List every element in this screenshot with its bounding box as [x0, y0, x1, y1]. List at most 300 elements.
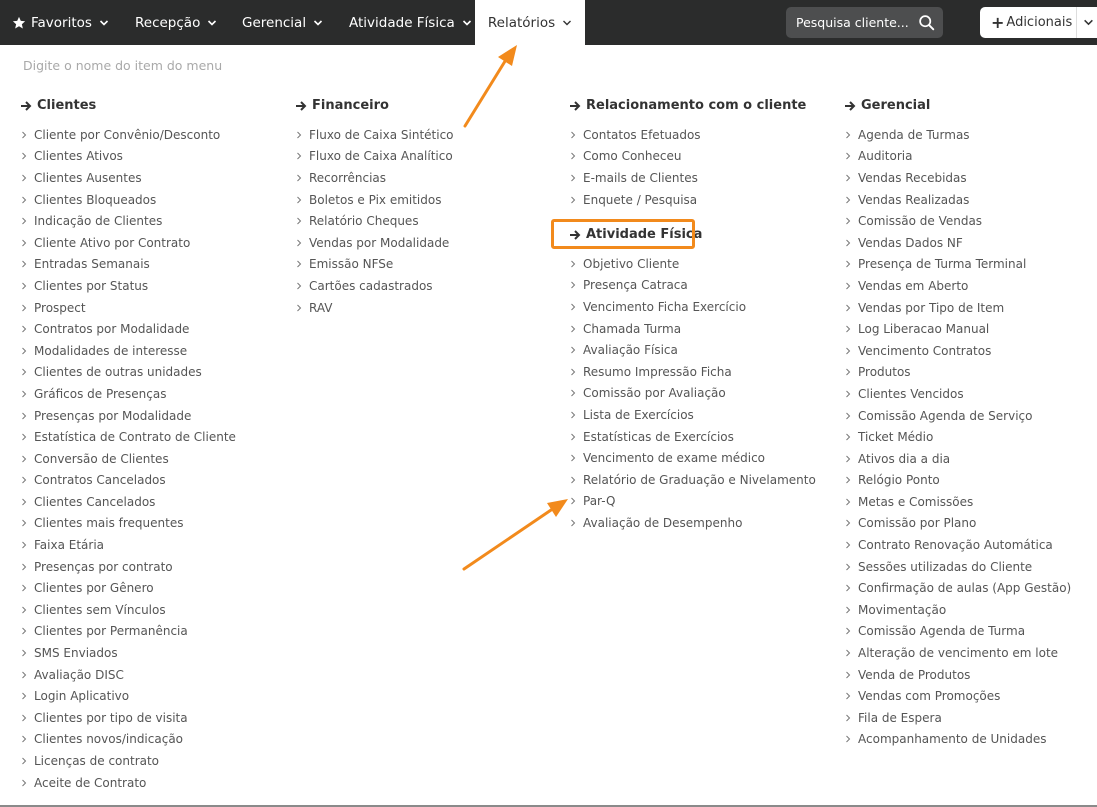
nav-relatorios-label: Relatórios — [487, 14, 556, 31]
menu-item[interactable] — [20, 599, 236, 621]
menu-item[interactable] — [569, 383, 816, 405]
menu-item[interactable] — [20, 275, 236, 297]
menu-item[interactable] — [569, 146, 701, 168]
chevron-right-icon — [569, 174, 577, 182]
menu-item-label: Comissão por Avaliação — [583, 386, 726, 401]
menu-item-label: Gráficos de Presenças — [34, 386, 167, 401]
menu-item[interactable] — [569, 404, 816, 426]
menu-item[interactable] — [844, 189, 1071, 211]
chevron-right-icon — [295, 282, 303, 290]
menu-item-label: Clientes Vencidos — [858, 386, 964, 401]
menu-item-label: Comissão Agenda de Turma — [858, 624, 1026, 639]
chevron-right-icon — [844, 671, 852, 679]
menu-item-label: Metas e Comissões — [858, 494, 974, 509]
menu-item[interactable] — [844, 297, 1071, 319]
chevron-right-icon — [569, 454, 577, 462]
star-icon — [12, 16, 26, 30]
nav-gerencial[interactable] — [242, 0, 323, 45]
menu-item[interactable] — [844, 556, 1071, 578]
chevron-right-icon — [295, 217, 303, 225]
menu-item[interactable] — [20, 707, 236, 729]
chevron-right-icon — [569, 368, 577, 376]
menu-item-label: Comissão por Plano — [858, 516, 977, 531]
menu-item-label: Relatório Cheques — [309, 214, 419, 229]
menu-item[interactable] — [844, 146, 1071, 168]
chevron-down-icon[interactable] — [1083, 17, 1094, 28]
chevron-right-icon — [844, 347, 852, 355]
chevron-right-icon — [295, 196, 303, 204]
menu-item-label: Relatório de Graduação e Nivelamento — [583, 472, 816, 487]
chevron-right-icon — [20, 368, 28, 376]
menu-item[interactable] — [20, 297, 236, 319]
menu-item[interactable] — [569, 189, 701, 211]
menu-item[interactable] — [20, 556, 236, 578]
menu-item-label: Chamada Turma — [583, 321, 682, 336]
chevron-right-icon — [844, 412, 852, 420]
menu-item[interactable] — [569, 469, 816, 491]
chevron-right-icon — [20, 304, 28, 312]
menu-item-label: Vendas por Tipo de Item — [858, 300, 1005, 315]
menu-item[interactable] — [569, 124, 701, 146]
chevron-right-icon — [20, 217, 28, 225]
menu-item[interactable] — [844, 254, 1071, 276]
chevron-right-icon — [844, 282, 852, 290]
chevron-right-icon — [20, 282, 28, 290]
menu-item[interactable] — [20, 383, 236, 405]
menu-item-label: Clientes por tipo de visita — [34, 710, 188, 725]
chevron-right-icon — [569, 433, 577, 441]
chevron-right-icon — [844, 152, 852, 160]
menu-item[interactable] — [295, 167, 454, 189]
menu-item[interactable] — [844, 729, 1071, 751]
menu-item-label: Clientes de outras unidades — [34, 365, 202, 380]
menu-item-label: Emissão NFSe — [309, 257, 394, 272]
menu-item[interactable] — [844, 210, 1071, 232]
menu-item-label: Clientes Ativos — [34, 149, 123, 164]
search-client-input[interactable] — [786, 7, 943, 38]
menu-item-label: Fluxo de Caixa Sintético — [309, 127, 454, 142]
arrow-right-icon — [20, 100, 32, 112]
nav-recepcao-label: Recepção — [135, 14, 201, 31]
chevron-down-icon — [313, 18, 323, 28]
menu-item-label: Comissão de Vendas — [858, 214, 983, 229]
menu-item-label: Fluxo de Caixa Analítico — [309, 149, 453, 164]
menu-item-label: Vencimento de exame médico — [583, 451, 766, 466]
chevron-right-icon — [20, 131, 28, 139]
chevron-right-icon — [20, 584, 28, 592]
chevron-right-icon — [844, 735, 852, 743]
menu-item[interactable] — [20, 124, 236, 146]
chevron-right-icon — [569, 497, 577, 505]
chevron-down-icon — [562, 18, 572, 28]
chevron-right-icon — [20, 563, 28, 571]
menu-item[interactable] — [844, 664, 1071, 686]
chevron-right-icon — [20, 627, 28, 635]
menu-item-label: Clientes por Status — [34, 278, 149, 293]
menu-item[interactable] — [20, 513, 236, 535]
menu-item-label: Faixa Etária — [34, 538, 105, 553]
menu-item[interactable] — [844, 167, 1071, 189]
nav-recepcao[interactable] — [135, 0, 217, 45]
menu-item[interactable] — [569, 447, 816, 469]
menu-item[interactable] — [844, 577, 1071, 599]
chevron-right-icon — [569, 196, 577, 204]
chevron-right-icon — [569, 476, 577, 484]
chevron-right-icon — [20, 671, 28, 679]
menu-item-label: Clientes mais frequentes — [34, 516, 184, 531]
annotation-arrow-top-head — [498, 45, 517, 66]
chevron-right-icon — [569, 152, 577, 160]
chevron-right-icon — [295, 304, 303, 312]
menu-item[interactable] — [20, 146, 236, 168]
chevron-right-icon — [20, 757, 28, 765]
menu-item-label: Ticket Médio — [858, 430, 934, 445]
menu-item[interactable] — [20, 491, 236, 513]
menu-item[interactable] — [295, 124, 454, 146]
section-relacionamento-title: Relacionamento com o cliente — [586, 98, 807, 113]
top-nav-bar — [0, 0, 1097, 45]
adicionais-label: Adicionais — [1006, 15, 1073, 30]
menu-item-label: Cliente por Convênio/Desconto — [34, 127, 221, 142]
menu-item-label: SMS Enviados — [34, 646, 118, 661]
menu-item[interactable] — [295, 254, 454, 276]
menu-item-label: Clientes sem Vínculos — [34, 602, 166, 617]
chevron-right-icon — [20, 390, 28, 398]
chevron-right-icon — [569, 281, 577, 289]
menu-item[interactable] — [569, 275, 816, 297]
chevron-right-icon — [20, 714, 28, 722]
menu-item[interactable] — [844, 470, 1071, 492]
menu-item-label: Fila de Espera — [858, 710, 942, 725]
chevron-down-icon — [462, 18, 472, 28]
menu-item[interactable] — [569, 253, 816, 275]
section-financeiro — [295, 98, 389, 113]
menu-item-label: RAV — [309, 300, 333, 315]
menu-item-label: Sessões utilizadas do Cliente — [858, 559, 1033, 574]
menu-item-label: Entradas Semanais — [34, 257, 150, 272]
menu-item[interactable] — [569, 361, 816, 383]
menu-item[interactable] — [569, 512, 816, 534]
relacionamento-menu-list — [569, 124, 701, 210]
section-gerencial-title: Gerencial — [861, 98, 931, 113]
menu-item-label: Avaliação de Desempenho — [583, 515, 743, 530]
menu-item[interactable] — [844, 448, 1071, 470]
menu-item-label: Ativos dia a dia — [858, 451, 951, 466]
chevron-right-icon — [844, 239, 852, 247]
menu-item-label: Lista de Exercícios — [583, 407, 694, 422]
menu-item-label: Contatos Efetuados — [583, 127, 701, 142]
chevron-right-icon — [569, 303, 577, 311]
menu-item-label: Avaliação DISC — [34, 667, 124, 682]
chevron-right-icon — [844, 606, 852, 614]
annotation-arrow-top-shaft — [465, 58, 507, 126]
menu-item[interactable] — [844, 318, 1071, 340]
menu-item[interactable] — [20, 189, 236, 211]
chevron-right-icon — [20, 779, 28, 787]
menu-item[interactable] — [844, 513, 1071, 535]
button-divider — [1076, 7, 1077, 38]
menu-item[interactable] — [295, 297, 454, 319]
menu-item-label: Cartões cadastrados — [309, 278, 433, 293]
menu-item[interactable] — [20, 210, 236, 232]
menu-item-label: Clientes Bloqueados — [34, 192, 157, 207]
menu-item-label: Presenças por Modalidade — [34, 408, 192, 423]
menu-item[interactable] — [20, 167, 236, 189]
chevron-down-icon — [99, 18, 109, 28]
menu-item-label: Prospect — [34, 300, 86, 315]
chevron-right-icon — [295, 174, 303, 182]
chevron-right-icon — [844, 627, 852, 635]
menu-item[interactable] — [295, 232, 454, 254]
chevron-right-icon — [844, 541, 852, 549]
menu-item-label: Indicação de Clientes — [34, 214, 163, 229]
chevron-right-icon — [20, 606, 28, 614]
menu-item-label: Clientes por Permanência — [34, 624, 188, 639]
chevron-right-icon — [20, 174, 28, 182]
chevron-right-icon — [844, 433, 852, 441]
menu-item-label: Presença Catraca — [583, 278, 688, 293]
menu-item-label: Presenças por contrato — [34, 559, 173, 574]
chevron-right-icon — [20, 498, 28, 506]
chevron-right-icon — [20, 152, 28, 160]
search-placeholder: Pesquisa cliente... — [796, 15, 909, 30]
arrow-right-icon — [844, 100, 856, 112]
chevron-right-icon — [20, 196, 28, 204]
menu-item[interactable] — [844, 534, 1071, 556]
chevron-right-icon — [20, 433, 28, 441]
menu-item[interactable] — [844, 124, 1071, 146]
chevron-right-icon — [295, 131, 303, 139]
chevron-right-icon — [569, 389, 577, 397]
chevron-right-icon — [569, 519, 577, 527]
section-atividade-fisica-title: Atividade Física — [586, 227, 703, 242]
menu-item-label: Resumo Impressão Ficha — [583, 364, 732, 379]
menu-item-label: Auditoria — [858, 149, 913, 164]
menu-item-label: Objetivo Cliente — [583, 256, 680, 271]
menu-item-label: Vencimento Ficha Exercício — [583, 299, 747, 314]
menu-item[interactable] — [20, 772, 236, 794]
menu-item[interactable] — [20, 470, 236, 492]
menu-item[interactable] — [20, 405, 236, 427]
menu-item-label: Conversão de Clientes — [34, 451, 169, 466]
chevron-down-icon — [207, 18, 217, 28]
menu-item[interactable] — [844, 599, 1071, 621]
nav-atividade-fisica-label: Atividade Física — [349, 14, 455, 31]
menu-item[interactable] — [20, 362, 236, 384]
arrow-right-icon — [569, 100, 581, 112]
chevron-right-icon — [20, 455, 28, 463]
menu-item-label: Recorrências — [309, 170, 387, 185]
menu-item[interactable] — [844, 383, 1071, 405]
chevron-right-icon — [569, 131, 577, 139]
menu-item-label: Vendas Realizadas — [858, 192, 970, 207]
menu-item[interactable] — [844, 707, 1071, 729]
menu-item[interactable] — [569, 296, 816, 318]
menu-item[interactable] — [844, 642, 1071, 664]
menu-item[interactable] — [844, 340, 1071, 362]
menu-item[interactable] — [295, 275, 454, 297]
menu-item[interactable] — [20, 642, 236, 664]
menu-item-label: Log Liberacao Manual — [858, 322, 990, 337]
menu-item-label: Como Conheceu — [583, 149, 682, 164]
chevron-right-icon — [844, 368, 852, 376]
chevron-right-icon — [844, 217, 852, 225]
menu-item[interactable] — [844, 491, 1071, 513]
menu-item[interactable] — [20, 729, 236, 751]
section-clientes — [20, 98, 96, 113]
menu-item-label: Vendas em Aberto — [858, 278, 969, 293]
menu-item-label: Relógio Ponto — [858, 473, 940, 488]
chevron-right-icon — [295, 152, 303, 160]
chevron-right-icon — [20, 260, 28, 268]
chevron-right-icon — [844, 498, 852, 506]
chevron-right-icon — [844, 649, 852, 657]
menu-item-label: Vendas com Promoções — [858, 689, 1001, 704]
menu-item[interactable] — [569, 491, 816, 513]
menu-item-label: Produtos — [858, 365, 911, 380]
nav-gerencial-label: Gerencial — [242, 14, 307, 31]
chevron-right-icon — [295, 239, 303, 247]
financeiro-menu-list — [295, 124, 454, 318]
menu-item-label: Modalidades de interesse — [34, 343, 188, 358]
chevron-right-icon — [844, 325, 852, 333]
section-financeiro-title: Financeiro — [312, 98, 389, 113]
nav-favoritos-label: Favoritos — [31, 14, 92, 31]
chevron-right-icon — [20, 412, 28, 420]
chevron-right-icon — [844, 196, 852, 204]
chevron-right-icon — [20, 476, 28, 484]
menu-item-label: Agenda de Turmas — [858, 127, 970, 142]
chevron-right-icon — [20, 325, 28, 333]
chevron-right-icon — [20, 649, 28, 657]
section-relacionamento — [569, 98, 806, 113]
highlight-box — [551, 219, 695, 249]
chevron-right-icon — [844, 455, 852, 463]
menu-item-label: E-mails de Clientes — [583, 170, 698, 185]
menu-item[interactable] — [20, 254, 236, 276]
menu-item-label: Vendas por Modalidade — [309, 235, 450, 250]
menu-item-label: Clientes Cancelados — [34, 494, 156, 509]
chevron-right-icon — [844, 476, 852, 484]
menu-item[interactable] — [20, 750, 236, 772]
chevron-right-icon — [569, 325, 577, 333]
menu-item-label: Login Aplicativo — [34, 689, 130, 704]
menu-item-label: Estatística de Contrato de Cliente — [34, 430, 236, 445]
chevron-right-icon — [844, 519, 852, 527]
menu-item-label: Movimentação — [858, 602, 947, 617]
chevron-right-icon — [569, 260, 577, 268]
menu-item[interactable] — [20, 685, 236, 707]
menu-item[interactable] — [295, 210, 454, 232]
chevron-right-icon — [20, 735, 28, 743]
menu-item-label: Vendas Dados NF — [858, 235, 963, 250]
menu-item-label: Contrato Renovação Automática — [858, 538, 1053, 553]
chevron-right-icon — [20, 239, 28, 247]
nav-relatorios[interactable] — [475, 0, 585, 45]
menu-item-label: Acompanhamento de Unidades — [858, 732, 1047, 747]
menu-item[interactable] — [569, 167, 701, 189]
menu-item[interactable] — [844, 232, 1071, 254]
menu-item[interactable] — [20, 426, 236, 448]
menu-item-label: Estatísticas de Exercícios — [583, 429, 734, 444]
menu-item-label: Cliente Ativo por Contrato — [34, 235, 191, 250]
menu-item-label: Alteração de vencimento em lote — [858, 646, 1059, 661]
menu-item-label: Avaliação Física — [583, 343, 678, 358]
menu-item[interactable] — [844, 362, 1071, 384]
gerencial-menu-list — [844, 124, 1071, 750]
menu-item-label: Confirmação de aulas (App Gestão) — [858, 581, 1072, 596]
chevron-right-icon — [20, 692, 28, 700]
menu-item[interactable] — [844, 621, 1071, 643]
menu-item[interactable] — [569, 318, 816, 340]
menu-item[interactable] — [20, 232, 236, 254]
menu-item-label: Clientes por Gênero — [34, 581, 154, 596]
menu-item[interactable] — [844, 426, 1071, 448]
chevron-right-icon — [844, 304, 852, 312]
menu-item-label: Presença de Turma Terminal — [858, 257, 1027, 272]
menu-item[interactable] — [20, 577, 236, 599]
chevron-right-icon — [20, 519, 28, 527]
menu-item-label: Vencimento Contratos — [858, 343, 992, 358]
menu-item[interactable] — [20, 340, 236, 362]
menu-item[interactable] — [20, 621, 236, 643]
menu-item-label: Contratos Cancelados — [34, 473, 166, 488]
menu-item-label: Clientes novos/indicação — [34, 732, 184, 747]
nav-favoritos[interactable] — [12, 0, 109, 45]
menu-item[interactable] — [20, 664, 236, 686]
menu-filter-input[interactable] — [14, 54, 423, 76]
section-gerencial — [844, 98, 930, 113]
nav-atividade-fisica[interactable] — [349, 0, 472, 45]
menu-item[interactable] — [844, 405, 1071, 427]
menu-item-label: Par-Q — [583, 494, 616, 509]
menu-item[interactable] — [844, 685, 1071, 707]
chevron-right-icon — [844, 563, 852, 571]
chevron-right-icon — [844, 390, 852, 398]
search-icon[interactable] — [918, 14, 935, 31]
chevron-right-icon — [844, 584, 852, 592]
menu-item[interactable] — [295, 189, 454, 211]
menu-item[interactable] — [295, 146, 454, 168]
menu-item[interactable] — [569, 339, 816, 361]
menu-item[interactable] — [844, 275, 1071, 297]
chevron-right-icon — [20, 347, 28, 355]
menu-item[interactable] — [20, 318, 236, 340]
menu-item[interactable] — [20, 448, 236, 470]
section-clientes-title: Clientes — [37, 98, 97, 113]
chevron-right-icon — [569, 346, 577, 354]
menu-item-label: Vendas Recebidas — [858, 170, 967, 185]
menu-item-label: Clientes Ausentes — [34, 170, 142, 185]
menu-item-label: Enquete / Pesquisa — [583, 192, 698, 207]
chevron-right-icon — [295, 260, 303, 268]
menu-item[interactable] — [20, 534, 236, 556]
chevron-right-icon — [844, 131, 852, 139]
menu-item-label: Venda de Produtos — [858, 667, 971, 682]
adicionais-button[interactable] — [980, 7, 1097, 38]
menu-item-label: Contratos por Modalidade — [34, 322, 190, 337]
menu-item-label: Aceite de Contrato — [34, 775, 147, 790]
menu-item[interactable] — [569, 426, 816, 448]
chevron-right-icon — [844, 692, 852, 700]
atividade-fisica-menu-list — [569, 253, 816, 534]
annotation-arrow-bottom-head — [547, 499, 568, 517]
chevron-right-icon — [844, 260, 852, 268]
menu-item-label: Licenças de contrato — [34, 754, 160, 769]
menu-item-label: Comissão Agenda de Serviço — [858, 408, 1033, 423]
menu-item-label: Boletos e Pix emitidos — [309, 192, 442, 207]
chevron-right-icon — [569, 411, 577, 419]
